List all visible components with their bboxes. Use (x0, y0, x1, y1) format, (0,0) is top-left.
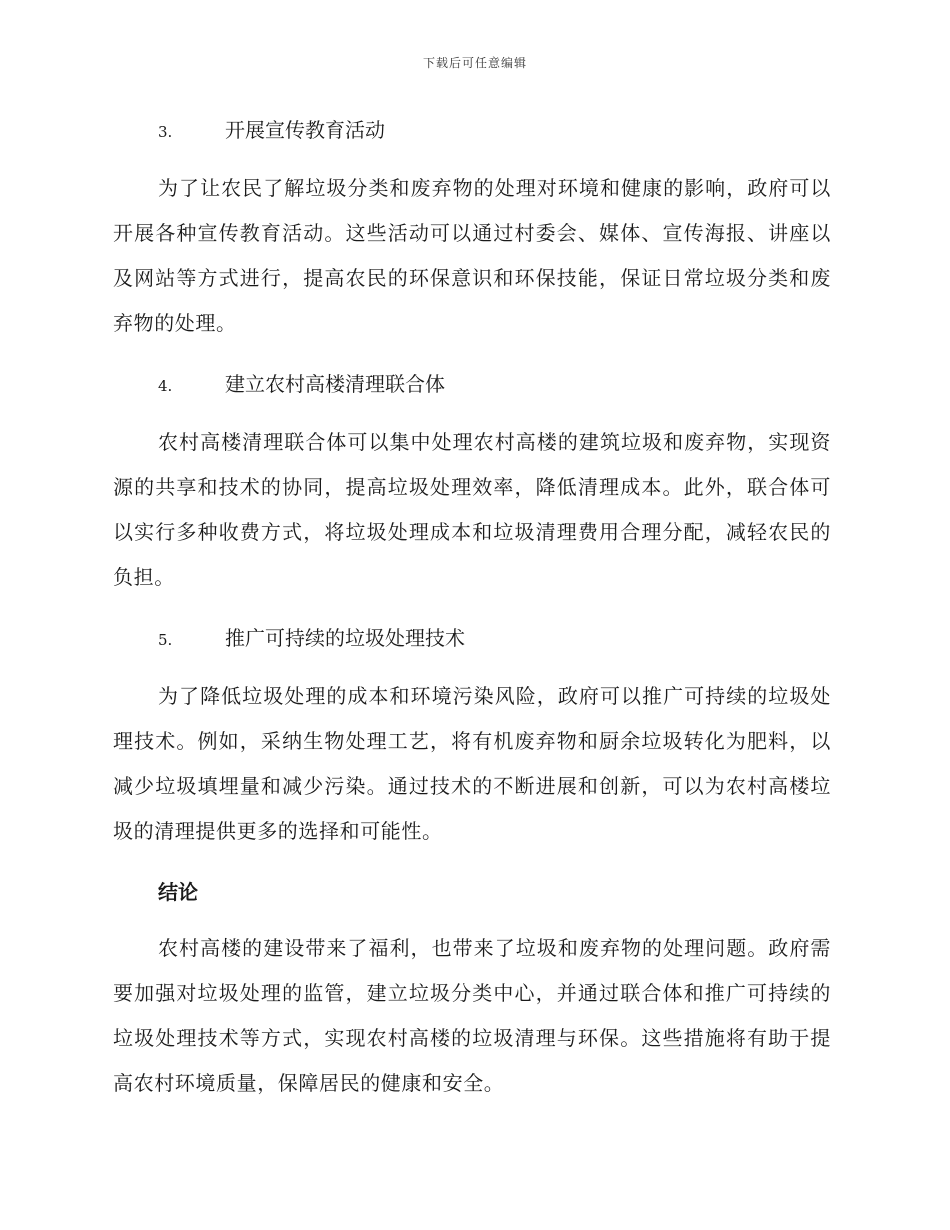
section-paragraph: 农村高楼清理联合体可以集中处理农村高楼的建筑垃圾和废弃物，实现资源的共享和技术的协同，提高垃圾处理效率，降低清理成本。此外，联合体可以实行多种收费方式，将垃圾处理成本和垃圾清理费用合理分配，减轻农民的负担。 (113, 430, 831, 589)
section-title: 推广可持续的垃圾处理技术 (225, 626, 465, 650)
section-paragraph: 为了让农民了解垃圾分类和废弃物的处理对环境和健康的影响，政府可以开展各种宣传教育活动。这些活动可以通过村委会、媒体、宣传海报、讲座以及网站等方式进行，提高农民的环保意识和环保技能，保证日常垃圾分类和废弃物的处理。 (113, 176, 831, 335)
section-heading-3 (113, 108, 831, 154)
section-number: 4. (158, 377, 173, 395)
section-paragraph: 为了降低垃圾处理的成本和环境污染风险，政府可以推广可持续的垃圾处理技术。例如，采纳生物处理工艺，将有机废弃物和厨余垃圾转化为肥料，以减少垃圾填埋量和减少污染。通过技术的不断进展和创新，可以为农村高楼垃圾的清理提供更多的选择和可能性。 (113, 684, 831, 843)
section-title: 建立农村高楼清理联合体 (225, 372, 445, 396)
section-number: 5. (158, 631, 173, 649)
conclusion-heading: 结论 (158, 880, 198, 904)
section-title: 开展宣传教育活动 (225, 118, 385, 142)
conclusion-paragraph: 农村高楼的建设带来了福利，也带来了垃圾和废弃物的处理问题。政府需要加强对垃圾处理的监管，建立垃圾分类中心，并通过联合体和推广可持续的垃圾处理技术等方式，实现农村高楼的垃圾清理与环保。这些措施将有助于提高农村环境质量，保障居民的健康和安全。 (113, 936, 831, 1095)
section-heading-5 (113, 616, 831, 662)
section-heading-4 (113, 362, 831, 408)
section-number: 3. (158, 123, 173, 141)
page-header: 下载后可任意编辑 (422, 56, 527, 70)
document-body (113, 108, 831, 1122)
